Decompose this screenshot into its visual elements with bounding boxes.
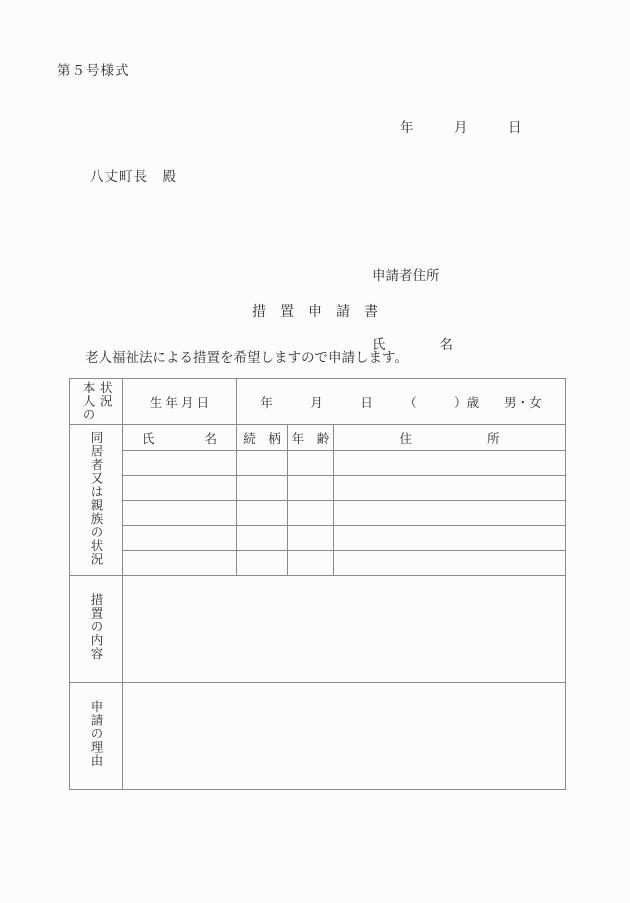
cell-relation[interactable]	[237, 451, 288, 476]
cell-age[interactable]	[288, 451, 334, 476]
table-row-relatives-header	[70, 425, 566, 451]
table-row	[70, 501, 566, 526]
intro-text: 老人福祉法による措置を希望しますので申請します。	[85, 350, 408, 365]
cell-age[interactable]	[288, 551, 334, 576]
page-title: 措 置 申 請 書	[252, 305, 378, 320]
cell-age[interactable]	[288, 501, 334, 526]
column-header-relation: 続 柄	[237, 425, 288, 451]
table-row	[70, 476, 566, 501]
cell-name[interactable]	[123, 526, 237, 551]
measure-content-field[interactable]	[123, 576, 566, 683]
column-header-name: 氏 名	[123, 425, 237, 451]
cell-age[interactable]	[288, 476, 334, 501]
birthdate-label: 生 年 月 日	[123, 379, 237, 425]
section-label-self-left: 本人の	[81, 381, 95, 422]
cell-address[interactable]	[334, 501, 566, 526]
table-row-reason	[70, 683, 566, 790]
cell-name[interactable]	[123, 551, 237, 576]
section-label-self-right: 状況	[98, 381, 113, 409]
section-label-measure	[70, 576, 123, 683]
applicant-name-label: 氏 名	[372, 337, 453, 352]
reason-content-field[interactable]	[123, 683, 566, 790]
birthdate-value[interactable]: 年 月 日 （ ）歳 男・女	[237, 379, 566, 425]
cell-relation[interactable]	[237, 526, 288, 551]
cell-age[interactable]	[288, 526, 334, 551]
table-row	[70, 526, 566, 551]
cell-address[interactable]	[334, 551, 566, 576]
applicant-address-label: 申請者住所	[372, 268, 440, 283]
table-row	[70, 551, 566, 576]
cell-address[interactable]	[334, 526, 566, 551]
section-label-measure-text: 措置の内容	[89, 593, 103, 661]
cell-name[interactable]	[123, 451, 237, 476]
section-label-reason	[70, 683, 123, 790]
cell-name[interactable]	[123, 501, 237, 526]
table-row-self	[70, 379, 566, 425]
section-label-relatives	[70, 425, 123, 576]
application-table	[69, 378, 566, 790]
form-number: 第５号様式	[57, 63, 130, 78]
cell-name[interactable]	[123, 476, 237, 501]
section-label-reason-text: 申請の理由	[89, 700, 103, 768]
table-row	[70, 451, 566, 476]
addressee: 八丈町長 殿	[90, 169, 177, 184]
cell-relation[interactable]	[237, 551, 288, 576]
cell-relation[interactable]	[237, 476, 288, 501]
column-header-age: 年 齢	[288, 425, 334, 451]
column-header-address: 住 所	[334, 425, 566, 451]
cell-address[interactable]	[334, 451, 566, 476]
table-row-measure	[70, 576, 566, 683]
cell-relation[interactable]	[237, 501, 288, 526]
section-label-relatives-text: 同居者又は親族の状況	[89, 430, 103, 566]
date-line: 年 月 日	[400, 120, 522, 135]
section-label-self	[70, 379, 123, 425]
cell-address[interactable]	[334, 476, 566, 501]
